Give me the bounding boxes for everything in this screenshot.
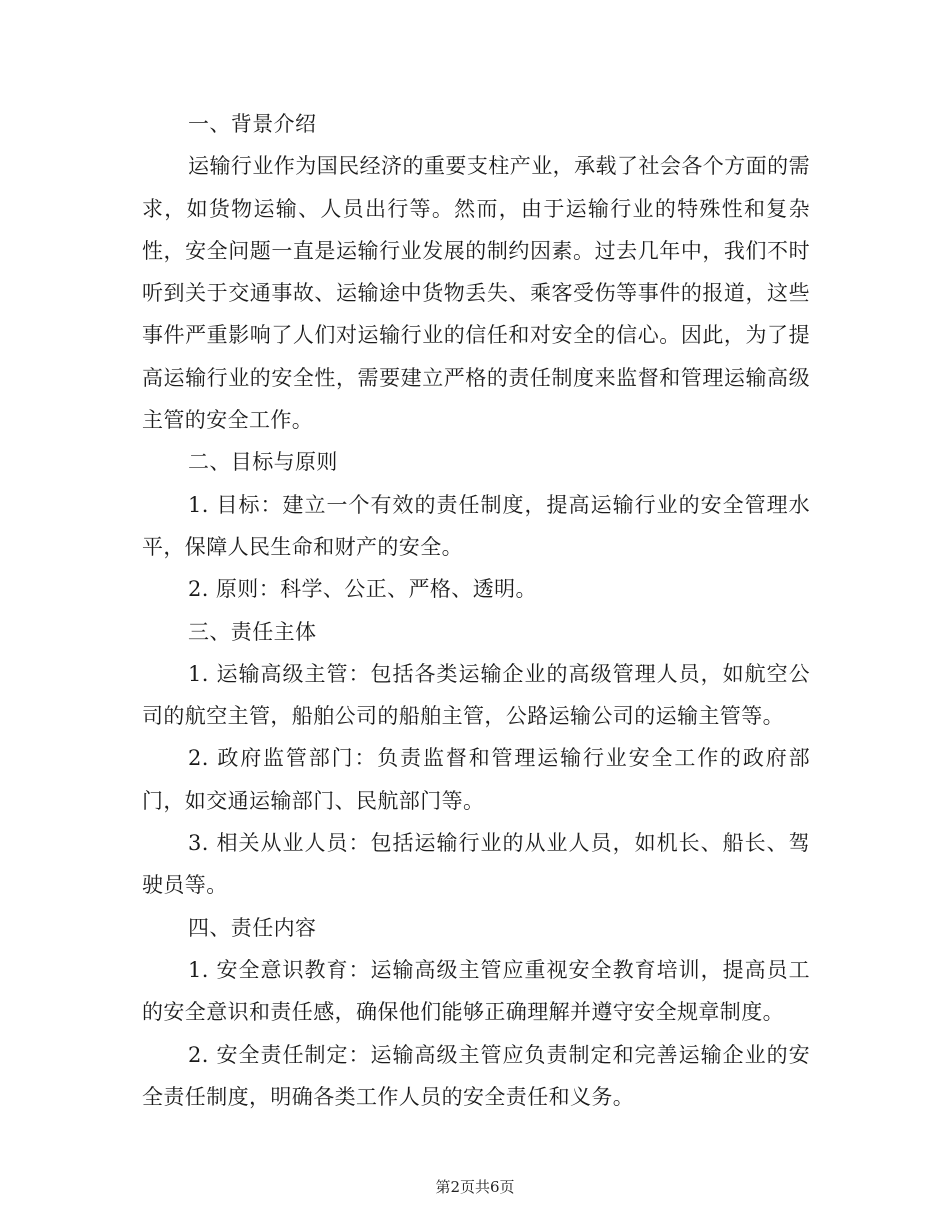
page-footer: 第2页共6页 <box>435 1178 515 1196</box>
list-item-safety-education: 1. 安全意识教育：运输高级主管应重视安全教育培训，提高员工的安全意识和责任感，确保他们能够正确理解并遵守安全规章制度。 <box>142 957 810 1025</box>
list-item-practitioners: 3. 相关从业人员：包括运输行业的从业人员，如机长、船长、驾驶员等。 <box>142 831 810 898</box>
section-heading-background: 一、背景介绍 <box>188 112 317 136</box>
list-item-goal: 1. 目标：建立一个有效的责任制度，提高运输行业的安全管理水平，保障人民生命和财产的安全。 <box>142 492 810 559</box>
paragraph-background: 运输行业作为国民经济的重要支柱产业，承载了社会各个方面的需求，如货物运输、人员出行等。然而，由于运输行业的特殊性和复杂性，安全问题一直是运输行业发展的制约因素。过去几年中，我们不时听到关于交通事故、运输途中货物丢失、乘客受伤等事件的报道，这些事件严重影响了人们对运输行业的信任和对安全的信心。因此，为了提高运输行业的安全性，需要建立严格的责任制度来监督和管理运输高级主管的安全工作。 <box>142 154 810 433</box>
list-item-safety-responsibility: 2. 安全责任制定：运输高级主管应负责制定和完善运输企业的安全责任制度，明确各类工作人员的安全责任和义务。 <box>142 1042 810 1109</box>
list-item-government-regulators: 2. 政府监管部门：负责监督和管理运输行业安全工作的政府部门，如交通运输部门、民航部门等。 <box>142 746 810 813</box>
list-item-principle: 2. 原则：科学、公正、严格、透明。 <box>188 577 537 602</box>
section-heading-responsible-parties: 三、责任主体 <box>188 619 317 644</box>
section-heading-responsibilities: 四、责任内容 <box>188 915 317 940</box>
section-heading-goals: 二、目标与原则 <box>188 450 338 475</box>
list-item-senior-managers: 1. 运输高级主管：包括各类运输企业的高级管理人员，如航空公司的航空主管，船舶公司的船舶主管，公路运输公司的运输主管等。 <box>142 661 810 729</box>
document-body <box>142 103 810 1118</box>
